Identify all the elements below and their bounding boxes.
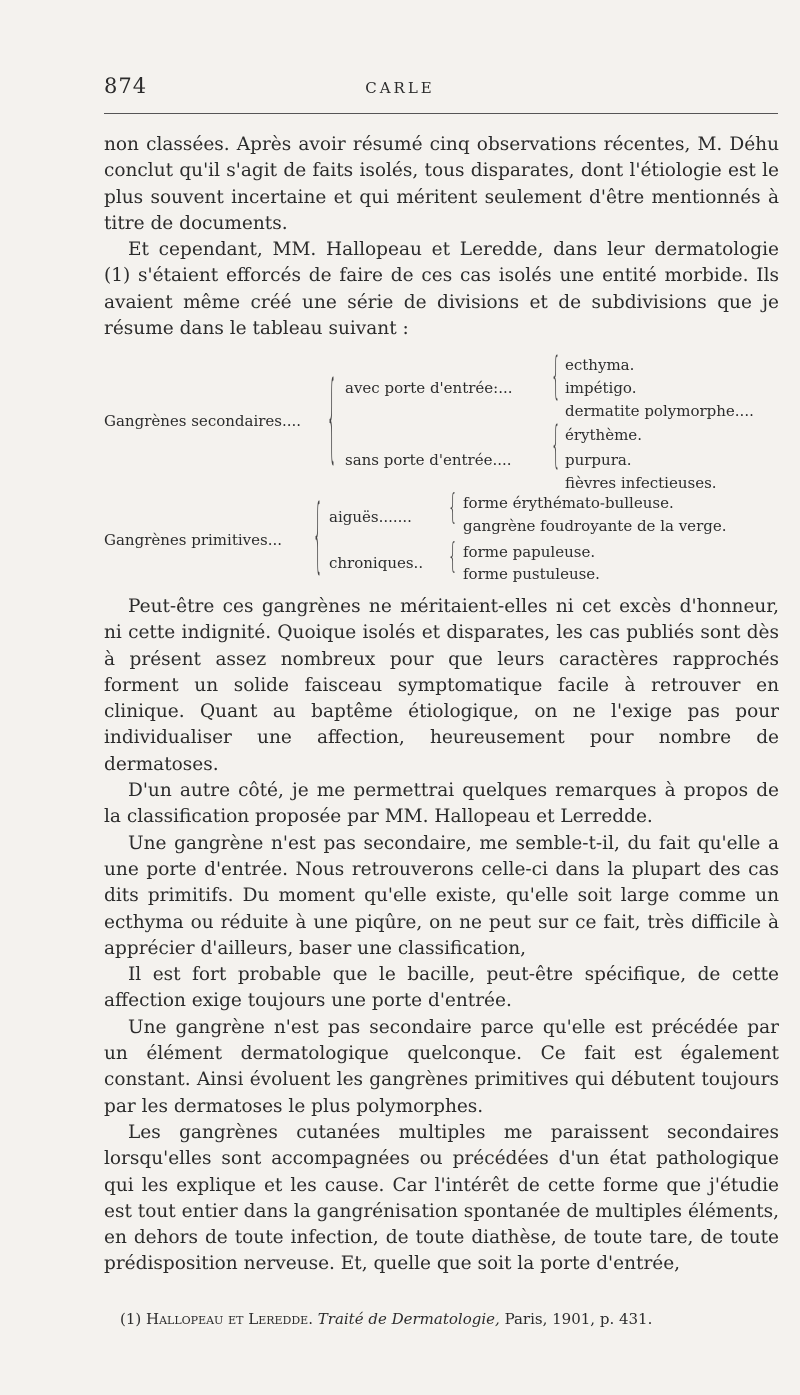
table-item: fièvres infectieuses. (565, 474, 717, 492)
paragraph: Peut-être ces gangrènes ne méritaient-elles ni cet excès d'honneur, ni cette indignité. Quoique isolés et disparates, les cas publiés sont dès à présent assez nombreux pour que leurs caractères rapprochés forment un solide faisceau symptomatique facile à retrouver en clinique. Quant au baptême étiologique, on ne l'exige pas pour individualiser une affection, heureusement pour nombre de dermatoses. (104, 596, 779, 775)
table-brace: { (327, 363, 337, 476)
footnote-title: Traité de Dermatologie, (317, 1310, 500, 1328)
table-brace: { (551, 417, 561, 475)
table-label-chroniques: chroniques.. (329, 554, 424, 572)
footnote (120, 1310, 652, 1328)
paragraph: D'un autre côté, je me permettrai quelques remarques à propos de la classification proposée par MM. Hallopeau et Lerredde. (104, 780, 779, 828)
table-item: forme érythémato-bulleuse. (463, 494, 674, 512)
running-title: CARLE (365, 79, 435, 97)
table-brace: { (448, 487, 458, 528)
table-brace: { (313, 488, 323, 584)
table-label-secondaires: Gangrènes secondaires.... (104, 412, 302, 430)
body-text (104, 594, 779, 1278)
table-item: érythème. (565, 426, 642, 444)
footnote-authors: Hallopeau et Leredde. (146, 1310, 313, 1328)
paragraph: Et cependant, MM. Hallopeau et Leredde, dans leur dermatologie (1) s'étaient efforcés de faire de ces cas isolés une entité morbide. Ils avaient même créé une série de divisions et de subdivisions que je résume dans le tableau suivant : (104, 239, 779, 340)
header-rule (104, 113, 778, 114)
footnote-details: Paris, 1901, p. 431. (504, 1310, 653, 1328)
table-label-sans-porte: sans porte d'entrée.... (345, 451, 512, 469)
table-item: forme pustuleuse. (463, 565, 600, 583)
footnote-marker: (1) (120, 1310, 142, 1328)
paragraph: Il est fort probable que le bacille, peut-être spécifique, de cette affection exige toujours une porte d'entrée. (104, 964, 779, 1012)
table-brace: { (551, 348, 561, 406)
table-item: dermatite polymorphe.... (565, 402, 754, 420)
table-item: forme papuleuse. (463, 543, 596, 561)
table-label-avec-porte: avec porte d'entrée:... (345, 379, 513, 397)
paragraph: Les gangrènes cutanées multiples me paraissent secondaires lorsqu'elles sont accompagnées ou précédées d'un état pathologique qui les explique et les cause. Car l'intérêt de cette forme que j'étudie est tout entier dans la gangrénisation spontanée de multiples éléments, en dehors de toute infection, de toute diathèse, de toute tare, de toute prédisposition nerveuse. Et, quelle que soit la porte d'entrée, (104, 1121, 779, 1275)
table-item: ecthyma. (565, 356, 635, 374)
paragraph: non classées. Après avoir résumé cinq observations récentes, M. Déhu conclut qu'il s'agit de faits isolés, tous disparates, dont l'étiologie est le plus souvent incertaine et qui méritent seulement d'être mentionnés à titre de documents. (104, 134, 779, 234)
intro-text (104, 132, 779, 342)
paragraph: Une gangrène n'est pas secondaire, me semble-t-il, du fait qu'elle a une porte d'entrée. Nous retrouverons celle-ci dans la plupart des cas dits primitifs. Du moment qu'elle existe, qu'elle soit large comme un ecthyma ou réduite à une piqûre, on ne peut sur ce fait, très difficile à apprécier d'ailleurs, baser une classification, (104, 832, 779, 959)
table-label-primitives: Gangrènes primitives... (104, 531, 283, 549)
page-number: 874 (104, 74, 148, 98)
table-item: gangrène foudroyante de la verge. (463, 517, 727, 535)
table-item: purpura. (565, 451, 632, 469)
table-item: impétigo. (565, 379, 637, 397)
table-label-aigues: aiguës....... (329, 508, 412, 526)
table-brace: { (448, 536, 458, 577)
paragraph: Une gangrène n'est pas secondaire parce qu'elle est précédée par un élément dermatologique quelconque. Ce fait est également constant. Ainsi évoluent les gangrènes primitives qui débutent toujours par les dermatoses le plus polymorphes. (104, 1016, 779, 1117)
